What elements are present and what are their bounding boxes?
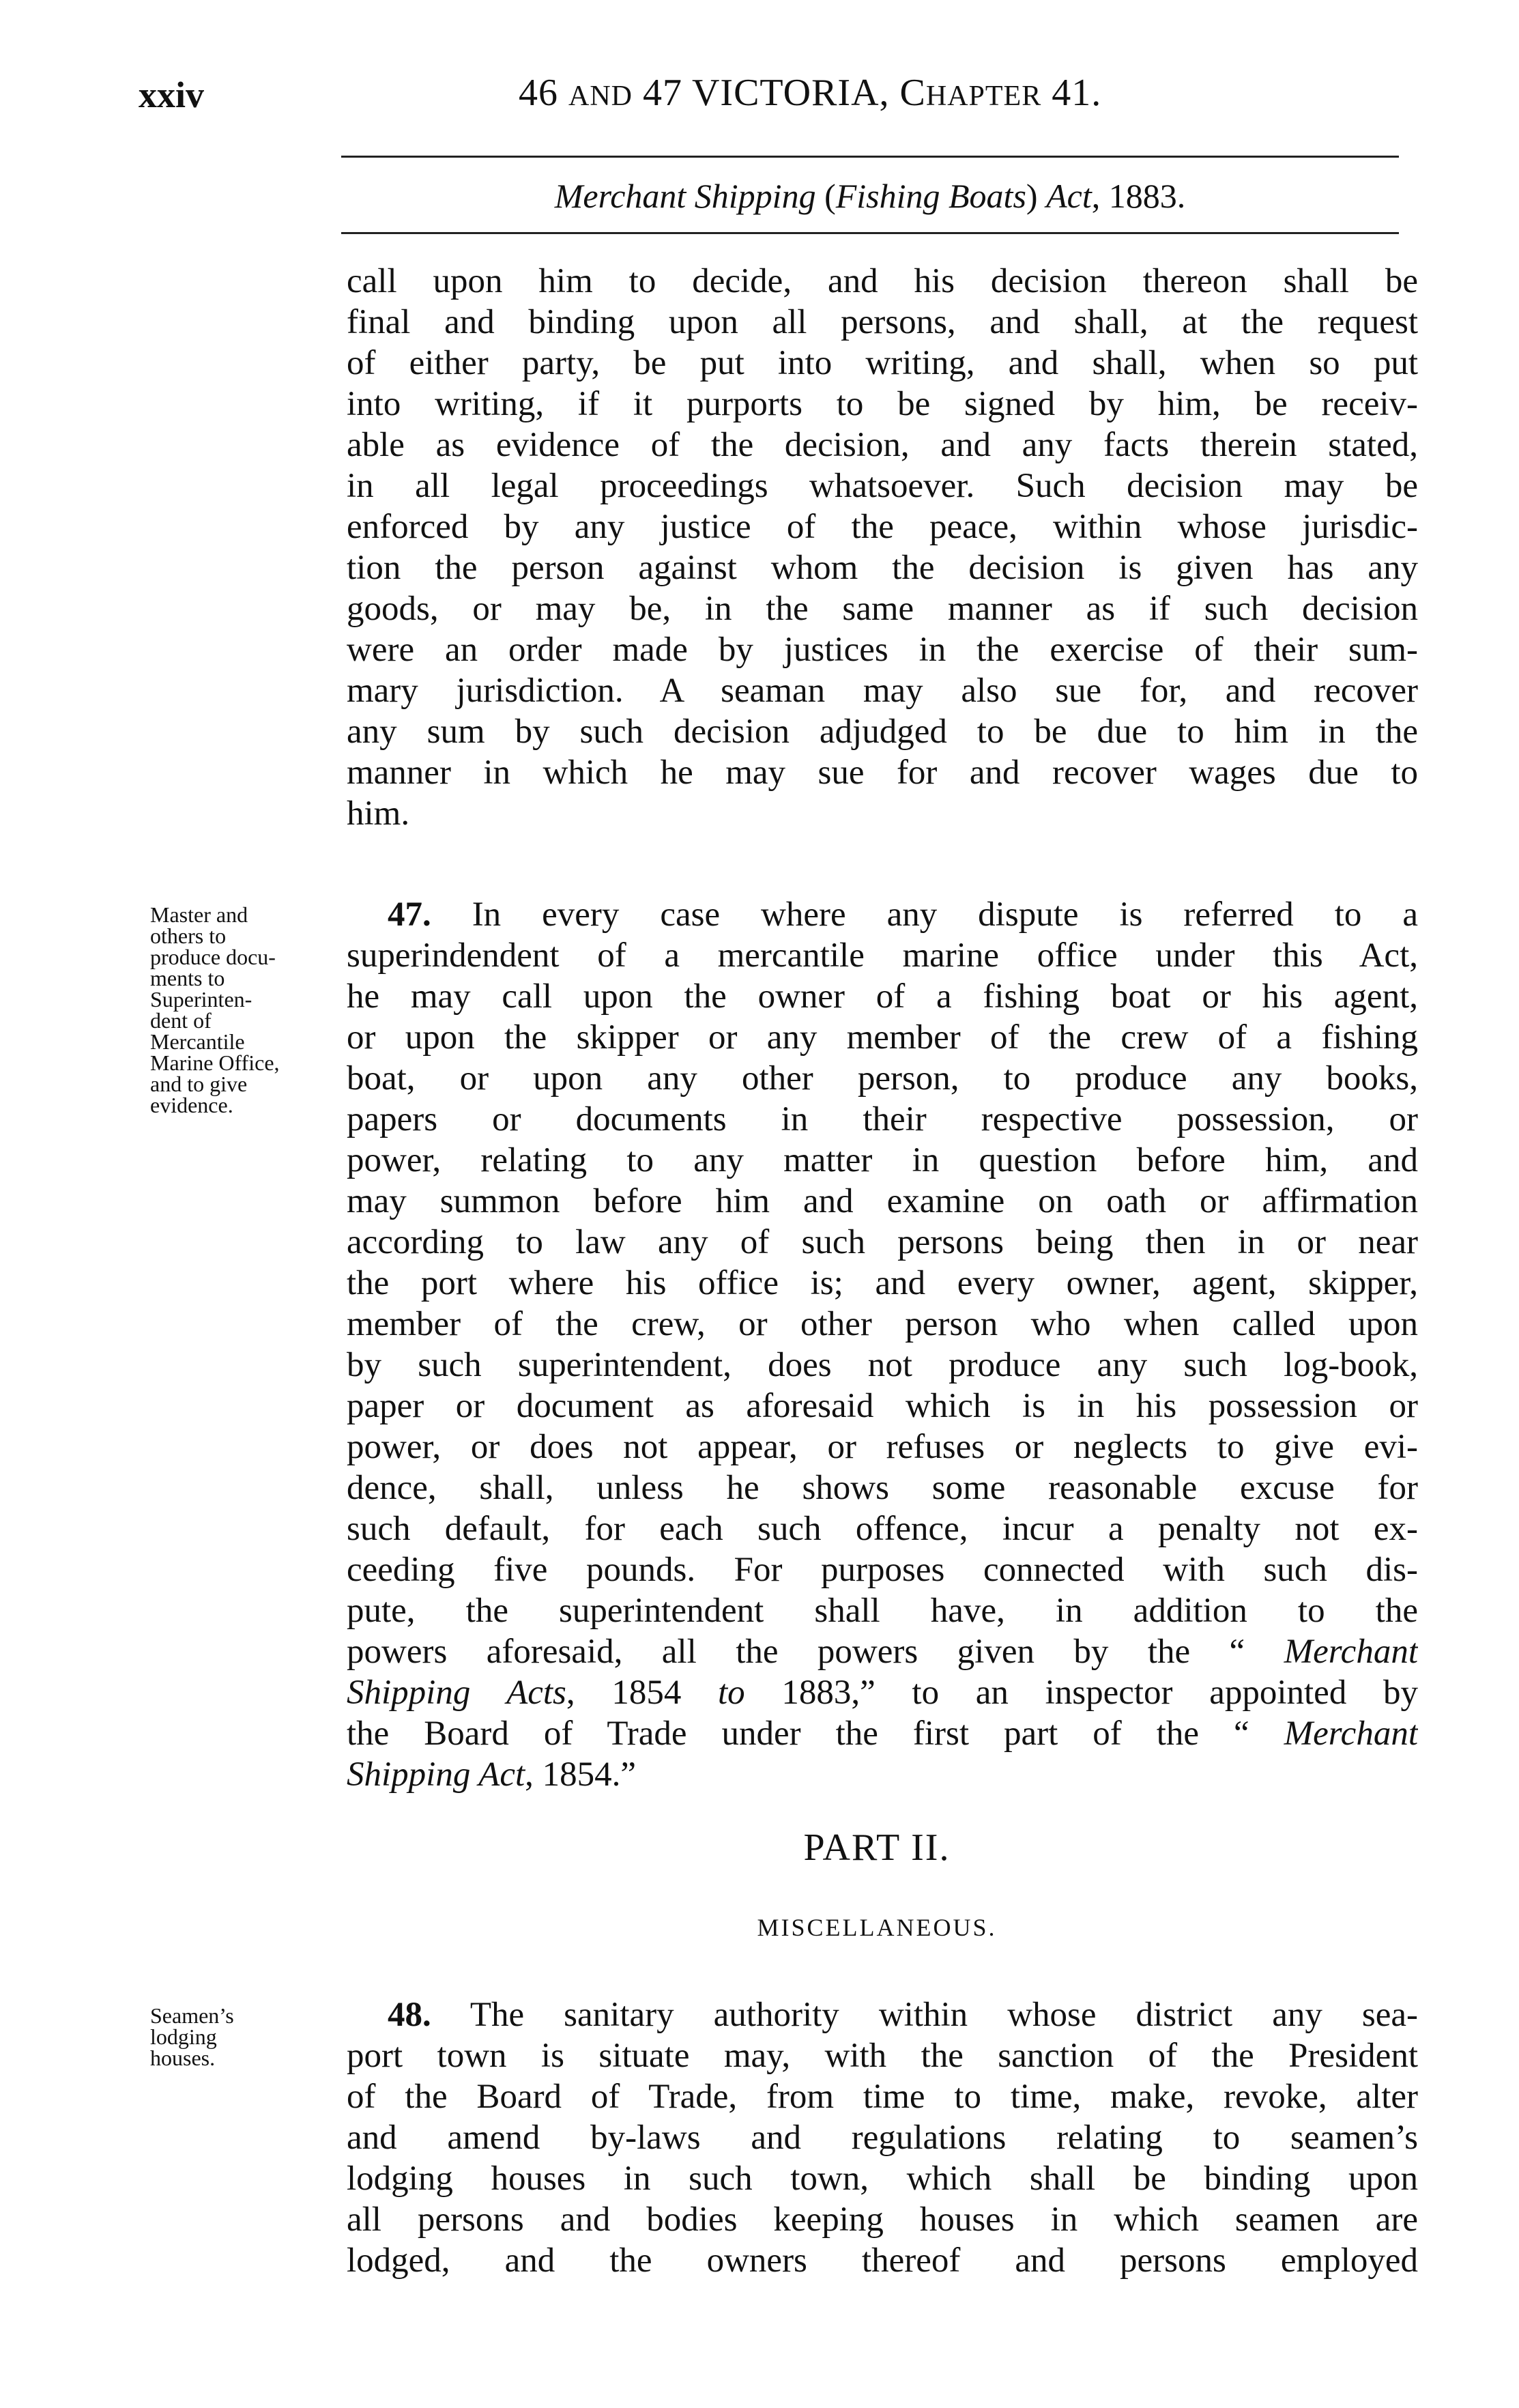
text-line: lodged, and the owners thereof and persons employed [347,2241,1418,2280]
text-line: of either party, be put into writing, and shall, when so put [347,344,1418,382]
first-line-text: In every case where any dispute is referred to a [431,895,1418,934]
text-line: member of the crew, or other person who when called upon [347,1305,1418,1343]
running-head [519,71,1101,115]
text-fragment-italic: to [718,1674,745,1712]
text-line: superindendent of a mercantile marine office under this Act, [347,936,1418,975]
part-heading: MISCELLANEOUS. [757,1914,997,1941]
text-line: tion the person against whom the decision is given has any [347,549,1418,587]
side-note-line: ments to [150,966,225,990]
text-line: papers or documents in their respective possession, or [347,1100,1418,1138]
text-line: and amend by-laws and regulations relating to seamen’s [347,2119,1418,2157]
text-line: able as evidence of the decision, and any facts therein stated, [347,426,1418,464]
side-note-line: and to give [150,1072,248,1096]
subtitle-b: ( [824,177,836,215]
text-line: ceeding five pounds. For purposes connected with such dis- [347,1551,1418,1589]
text-fragment-italic: Shipping Acts [347,1674,566,1712]
text-line: all persons and bodies keeping houses in which seamen are [347,2201,1418,2239]
running-head-and: AND [568,81,633,112]
side-note-line: dent of [150,1008,212,1033]
subtitle-c: Fishing Boats [835,177,1026,215]
text-line: the port where his office is; and every owner, agent, skipper, [347,1264,1418,1302]
text-fragment: , 1854.” [525,1755,637,1794]
section-48 [347,1994,1418,2281]
top-rule [341,156,1399,158]
section-47-first-line [347,894,1418,935]
text-line: may summon before him and examine on oath or affirmation [347,1182,1418,1220]
text-line: him. [347,794,410,833]
text-line: such default, for each such offence, incur a penalty not ex- [347,1510,1418,1548]
text-line: were an order made by justices in the exercise of their sum- [347,631,1418,669]
text-line-citation [347,1713,1418,1754]
subtitle-d: ) [1026,177,1047,215]
section-number: 48. [388,1996,431,2034]
text-line: pute, the superintendent shall have, in addition to the [347,1592,1418,1630]
text-line: in all legal proceedings whatsoever. Such decision may be [347,467,1418,505]
text-fragment: , 1854 [566,1674,719,1712]
text-line: according to law any of such persons being then in or near [347,1223,1418,1261]
text-fragment: powers aforesaid, all the powers given by the “ [347,1633,1284,1671]
text-line: call upon him to decide, and his decision thereon shall be [347,262,1418,300]
running-head-chapter: HAPTER [925,81,1042,112]
text-fragment: the Board of Trade under the first part of the “ [347,1715,1284,1753]
text-line: enforced by any justice of the peace, within whose jurisdic- [347,508,1418,546]
text-fragment-italic: Shipping Act [347,1755,525,1794]
side-note-line: lodging [150,2024,217,2049]
text-line: boat, or upon any other person, to produce any books, [347,1059,1418,1098]
running-head-pre: 46 [519,72,568,114]
text-line: lodging houses in such town, which shall be binding upon [347,2160,1418,2198]
text-line-citation [347,1754,1418,1795]
page-number: xxiv [139,74,205,115]
text-line: dence, shall, unless he shows some reasonable excuse for [347,1469,1418,1507]
side-note-line: evidence. [150,1093,233,1117]
running-head-mid: 47 VICTORIA, C [633,72,926,114]
text-line: goods, or may be, in the same manner as if such decision [347,590,1418,628]
text-line: by such superintendent, does not produce any such log-book, [347,1346,1418,1384]
bottom-rule [341,232,1399,234]
side-note-section-48 [150,2005,234,2069]
part-title: PART II. [803,1826,951,1869]
text-line: power, or does not appear, or refuses or neglects to give evi- [347,1428,1418,1466]
side-note-line: produce docu- [150,945,276,969]
side-note-section-47 [150,904,280,1116]
subtitle-a: Merchant Shipping [554,177,825,215]
running-head-post: 41. [1041,72,1102,114]
side-note-line: Marine Office, [150,1050,280,1075]
text-line: power, relating to any matter in question before him, and [347,1141,1418,1179]
text-line: manner in which he may sue for and recover wages due to [347,754,1418,792]
text-line: or upon the skipper or any member of the crew of a fishing [347,1018,1418,1057]
side-note-line: houses. [150,2046,216,2070]
text-line: final and binding upon all persons, and shall, at the request [347,303,1418,341]
subtitle-e: Act [1046,177,1092,215]
section-47 [347,894,1418,1795]
side-note-line: others to [150,923,227,948]
side-note-line: Master and [150,902,248,927]
text-line: any sum by such decision adjudged to be due to him in the [347,713,1418,751]
text-fragment-italic: Merchant [1284,1715,1418,1753]
text-line: of the Board of Trade, from time to time, make, revoke, alter [347,2078,1418,2116]
section-number: 47. [388,895,431,934]
section-48-first-line [347,1994,1418,2035]
continuation-paragraph [347,261,1418,834]
text-line: he may call upon the owner of a fishing boat or his agent, [347,977,1418,1016]
text-fragment: 1883,” to an inspector appointed by [744,1674,1418,1712]
first-line-text: The sanitary authority within whose district any sea- [431,1996,1418,2034]
text-fragment-italic: Merchant [1284,1633,1418,1671]
side-note-line: Mercantile [150,1029,245,1054]
side-note-line: Seamen’s [150,2003,234,2028]
subtitle-f: , 1883. [1091,177,1186,215]
text-line: paper or document as aforesaid which is in his possession or [347,1387,1418,1425]
text-line-citation [347,1672,1418,1713]
text-line: mary jurisdiction. A seaman may also sue for, and recover [347,672,1418,710]
text-line: into writing, if it purports to be signed by him, be receiv- [347,385,1418,423]
text-line: port town is situate may, with the sanction of the President [347,2037,1418,2075]
text-line-citation [347,1631,1418,1672]
side-note-line: Superinten- [150,987,252,1012]
act-subtitle [341,176,1399,216]
